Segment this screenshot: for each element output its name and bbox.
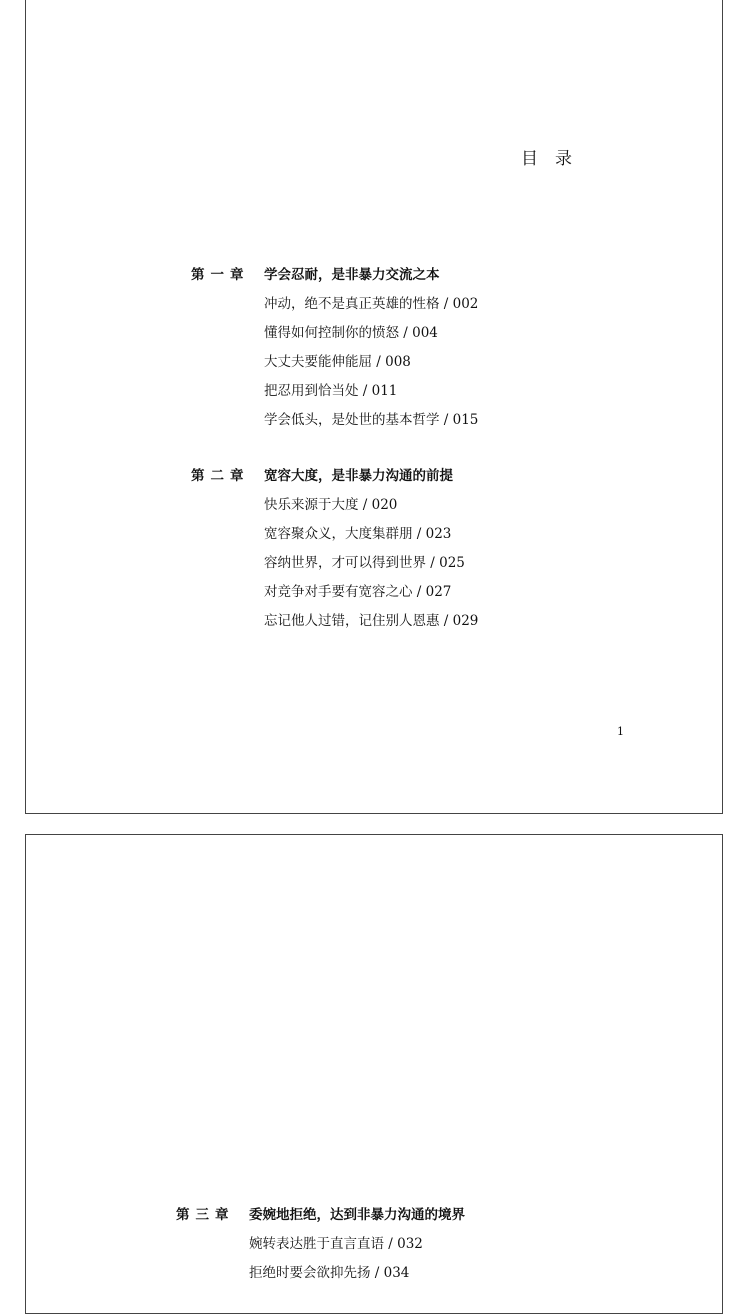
document-page-2 bbox=[25, 834, 723, 1314]
chapter-3 bbox=[176, 1201, 465, 1288]
chapter-number: 第二章 bbox=[191, 468, 250, 484]
toc-entry: 快乐来源于大度 / 020 bbox=[264, 497, 398, 513]
chapter-number: 第三章 bbox=[176, 1207, 235, 1223]
toc-entry: 大丈夫要能伸能屈 / 008 bbox=[264, 354, 411, 370]
chapter-title: 宽容大度，是非暴力沟通的前提 bbox=[264, 468, 453, 484]
chapter-number: 第一章 bbox=[191, 267, 250, 283]
toc-entry: 容纳世界，才可以得到世界 / 025 bbox=[264, 555, 465, 571]
chapter-2 bbox=[191, 462, 478, 636]
chapter-1 bbox=[191, 261, 478, 435]
toc-entry: 对竞争对手要有宽容之心 / 027 bbox=[264, 584, 452, 600]
toc-entry: 忘记他人过错，记住别人恩惠 / 029 bbox=[264, 613, 479, 629]
document-page-1 bbox=[25, 0, 723, 814]
toc-entry: 学会低头，是处世的基本哲学 / 015 bbox=[264, 412, 479, 428]
toc-entry: 懂得如何控制你的愤怒 / 004 bbox=[264, 325, 438, 341]
toc-entry: 宽容聚众义，大度集群朋 / 023 bbox=[264, 526, 452, 542]
chapter-title: 学会忍耐，是非暴力交流之本 bbox=[264, 267, 440, 283]
toc-entry: 冲动，绝不是真正英雄的性格 / 002 bbox=[264, 296, 479, 312]
chapter-heading bbox=[191, 261, 478, 290]
page-number: 1 bbox=[617, 725, 624, 738]
chapter-title: 委婉地拒绝，达到非暴力沟通的境界 bbox=[249, 1207, 465, 1223]
toc-entry: 拒绝时要会欲抑先扬 / 034 bbox=[249, 1265, 410, 1281]
toc-title: 目录 bbox=[521, 149, 589, 169]
toc-entry: 把忍用到恰当处 / 011 bbox=[264, 383, 398, 399]
chapter-heading bbox=[176, 1201, 465, 1230]
toc-entry: 婉转表达胜于直言直语 / 032 bbox=[249, 1236, 423, 1252]
chapter-heading bbox=[191, 462, 478, 491]
